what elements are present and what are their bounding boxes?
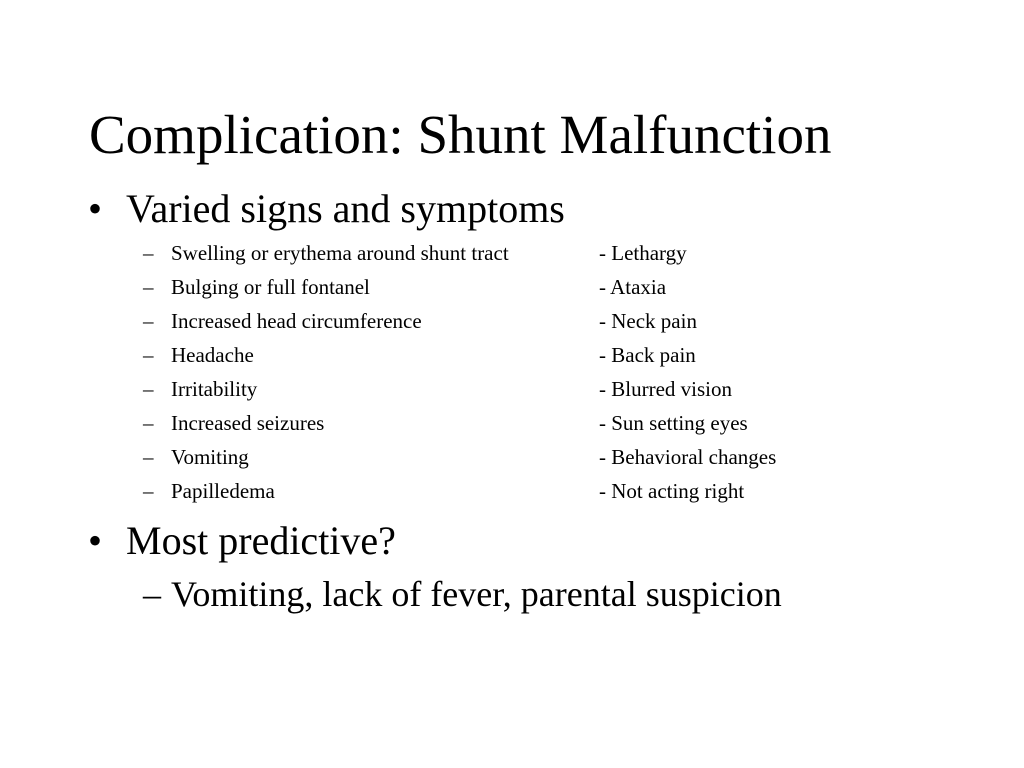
dash-mark: – bbox=[143, 241, 154, 265]
bullet-text: Most predictive? bbox=[126, 518, 396, 563]
symptom-left: Papilledema bbox=[171, 479, 275, 503]
symptom-left: Irritability bbox=[171, 377, 258, 401]
dash-mark: – bbox=[143, 275, 154, 299]
symptom-row bbox=[143, 307, 903, 341]
symptom-right: - Ataxia bbox=[599, 275, 667, 299]
dash-mark: – bbox=[143, 411, 154, 435]
dash-mark: – bbox=[143, 377, 154, 401]
bullet-mark: • bbox=[88, 186, 103, 231]
symptom-row bbox=[143, 273, 903, 307]
symptom-row bbox=[143, 239, 903, 273]
symptom-row bbox=[143, 409, 903, 443]
slide-title: Complication: Shunt Malfunction bbox=[89, 104, 832, 165]
symptom-left: Increased seizures bbox=[171, 411, 325, 435]
symptom-right: - Blurred vision bbox=[599, 377, 732, 401]
symptom-row bbox=[143, 341, 903, 375]
symptom-right: - Behavioral changes bbox=[599, 445, 777, 469]
dash-mark: – bbox=[143, 479, 154, 503]
symptom-right: - Lethargy bbox=[599, 241, 687, 265]
symptom-row bbox=[143, 443, 903, 477]
dash-mark: – bbox=[143, 343, 154, 367]
symptom-right: - Not acting right bbox=[599, 479, 745, 503]
symptom-right: - Sun setting eyes bbox=[599, 411, 748, 435]
predictive-answer-text: Vomiting, lack of fever, parental suspicion bbox=[171, 574, 782, 614]
dash-mark: – bbox=[143, 574, 161, 614]
symptom-left: Headache bbox=[171, 343, 254, 367]
symptom-left: Increased head circumference bbox=[171, 309, 422, 333]
symptom-left: Vomiting bbox=[171, 445, 249, 469]
symptom-right: - Back pain bbox=[599, 343, 696, 367]
bullet-mark: • bbox=[88, 518, 103, 563]
dash-mark: – bbox=[143, 445, 154, 469]
symptom-list bbox=[143, 239, 903, 511]
symptom-left: Swelling or erythema around shunt tract bbox=[171, 241, 509, 265]
symptom-left: Bulging or full fontanel bbox=[171, 275, 370, 299]
bullet-text: Varied signs and symptoms bbox=[126, 186, 565, 231]
symptom-row bbox=[143, 375, 903, 409]
dash-mark: – bbox=[143, 309, 154, 333]
symptom-row bbox=[143, 477, 903, 511]
symptom-right: - Neck pain bbox=[599, 309, 697, 333]
